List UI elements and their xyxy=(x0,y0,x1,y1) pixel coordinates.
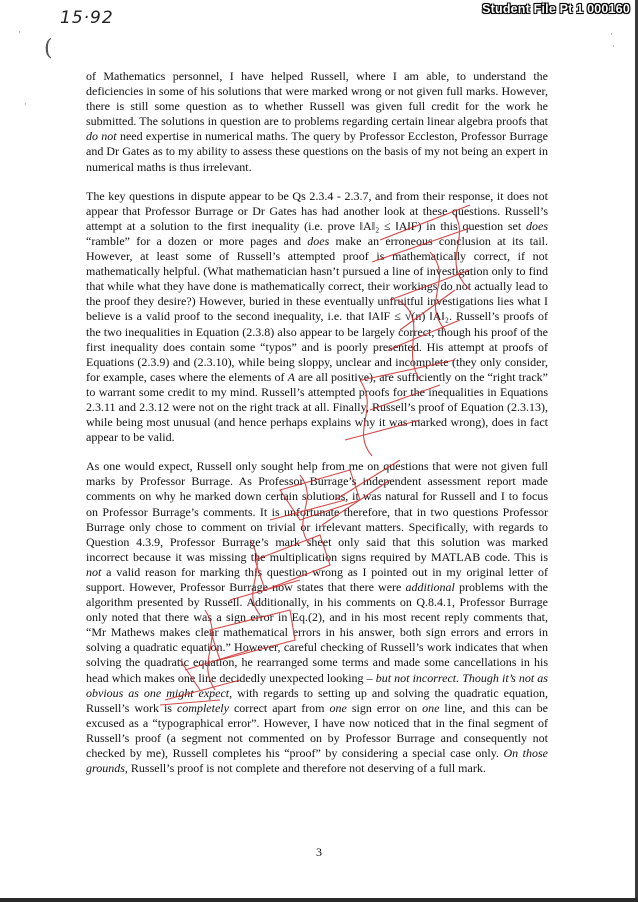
emphasis-text: one xyxy=(422,700,440,715)
emphasis-text: On those grounds xyxy=(86,746,548,776)
body-text-run: problems with the algorithm presented by Russell. Additionally, in his comments on Q.8.4.1, Professor Burrage only noted that there was a sign error in Eq.(2), and in his most recent reply comments that, “Mr Mathews makes clear mathematical errors in his answer, both sign errors and errors in solving a quadratic equation.” However, careful checking of Russell’s work indicates that when solving the quadratic equation, he rearranged some terms and made some cancellations in his head which makes one line decidedly unexpected looking – xyxy=(86,580,549,685)
emphasis-text: completely xyxy=(176,700,229,715)
emphasis-text: does xyxy=(307,233,330,248)
emphasis-text: additional xyxy=(405,580,455,594)
scan-speck: · xyxy=(610,30,613,40)
scan-speck: · xyxy=(612,42,615,52)
paragraph xyxy=(86,69,548,175)
file-stamp-header: Student File Pt 1 000160 xyxy=(482,2,630,16)
body-text-run: are all positive), are sufficiently on the “right track” to warrant some credit to my mind. Russell’s attempted proofs for the inequalities in Equations 2.3.11 and 2.3.12 were not on the right track at all. Finally, Russell’s proof of Equation (2.3.13), while being most unusual (and hence perhaps explains why it was marked wrong), does in fact appear to be valid. xyxy=(86,369,548,445)
margin-mark: ( xyxy=(44,36,53,61)
page-number: 3 xyxy=(316,845,322,859)
emphasis-text: A xyxy=(287,369,295,384)
scan-speck: · xyxy=(18,28,21,38)
paragraph xyxy=(86,459,548,776)
body-text-run: “ramble” for a dozen or more pages and xyxy=(86,233,308,248)
emphasis-text: does xyxy=(526,218,548,233)
paragraph xyxy=(86,189,548,446)
body-text-run: a valid reason for marking this question wrong as I pointed out in my original letter of support. However, Professor Burrage now states that there were xyxy=(86,564,548,594)
scan-edge-bottom xyxy=(0,898,638,902)
body-text-run: of Mathematics personnel, I have helped Russell, where I am able, to understand the deficiencies in some of his solutions that were marked wrong or not given full marks. However, there is still some question as to whether Russell was given full credit for the work he submitted. The solutions in question are to problems regarding certain linear algebra proofs that xyxy=(86,69,548,129)
body-text-run: As one would expect, Russell only sought help from me on questions that were not given full marks by Professor Burrage. As Professor Burrage’s independent assessment report made comments on why he marked down certain solutions, it was natural for Russell and I to focus on Professor Burrage’s comments. It is unfortunate therefore, that in two questions Professor Burrage only chose to comment on trivial or irrelevant matters. Specifically, with regards to Question 4.3.9, Professor Burrage’s mark sheet only said that this solution was marked incorrect because it was missing the multiplication signs required by MATLAB code. This is xyxy=(86,459,548,564)
body-text-run: make an erroneous conclusion at its tail. However, at least some of Russell’s attempted proof is mathematically correct, if not mathematically helpful. (What mathematician hasn’t pursued a line of investigation only to find that while what they have done is mathematically correct, their workings do not actually lead to the proof they desire?) However, buried in these eventually unfruitful investigations lies what I believe is a valid proof to the second inequality, i.e. that ‖A‖F ≤ √(n) ‖A‖₂. Russell’s proofs of the two inequalities in Equation (2.3.8) also appear to be largely correct, though his proof of the first inequality does contain some “typos” and is poorly presented. His attempt at proofs of Equations (2.3.9) and (2.3.10), while being sloppy, unclear and incomplete (they only consider, for example, cases where the elements of xyxy=(86,233,548,384)
emphasis-text: do not xyxy=(86,129,117,144)
emphasis-text: one xyxy=(329,700,347,715)
body-text-run: , with regards to setting up and solving the quadratic equation, Russell’s work is xyxy=(86,685,548,715)
letter-body xyxy=(86,69,548,790)
body-text-run: line, and this can be excused as a “typographical error”. However, I have now noticed that in the final segment of Russell’s proof (a segment not commented on by Professor Burrage and consequently not checked by me), Russell completes his “proof” by considering a special case only. xyxy=(86,700,548,761)
body-text-run: need expertise in numerical maths. The query by Professor Eccleston, Professor Burrage and Dr Gates as to my ability to assess these questions on the basis of my not being an expert in numerical maths is thus irrelevant. xyxy=(86,129,549,174)
body-text-run: sign error on xyxy=(346,700,423,715)
scan-speck: · xyxy=(24,100,27,110)
handwritten-note: 15·92 xyxy=(60,8,114,28)
emphasis-text: but not incorrect. Though it’s not as obvious as one might expect xyxy=(86,670,548,700)
emphasis-text: not xyxy=(86,564,102,579)
body-text-run: correct apart from xyxy=(228,700,330,715)
body-text-run: The key questions in dispute appear to be Qs 2.3.4 - 2.3.7, and from their response, it does not appear that Professor Burrage or Dr Gates has had another look at these questions. Russell’s attempt at a solution to the first inequality (i.e. prove ‖A‖₂ ≤ ‖A‖F) in this question set xyxy=(86,188,548,233)
body-text-run: , Russell’s proof is not complete and therefore not deserving of a full mark. xyxy=(124,761,486,776)
